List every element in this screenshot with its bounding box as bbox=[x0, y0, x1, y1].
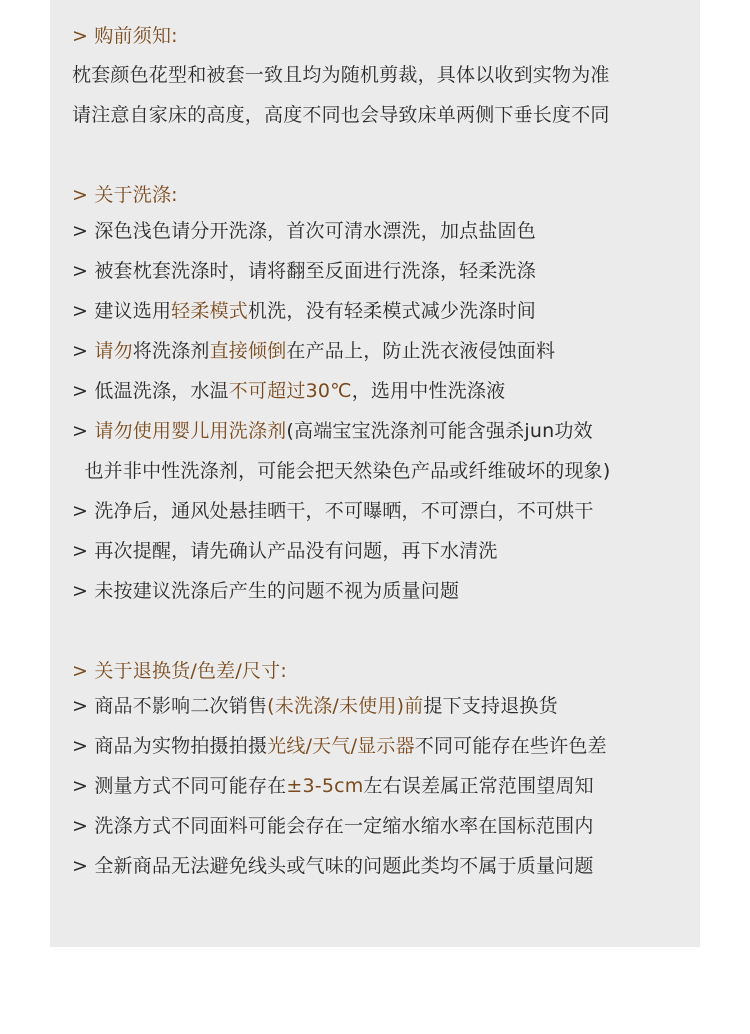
highlight-text: (未洗涤/未使用)前 bbox=[267, 695, 424, 717]
highlight-text: 直接倾倒 bbox=[209, 340, 287, 362]
washing-guide-line bbox=[72, 418, 593, 444]
line-text: 在产品上，防止洗衣液侵蚀面料 bbox=[286, 340, 556, 362]
line-text: 提下支持退换货 bbox=[423, 695, 558, 717]
line-text: 机洗，没有轻柔模式减少洗涤时间 bbox=[247, 300, 536, 322]
return-policy-line bbox=[72, 853, 594, 879]
line-text: 左右误差属正常范围望周知 bbox=[363, 775, 594, 797]
line-text: 将洗涤剂 bbox=[132, 340, 210, 362]
washing-guide-line bbox=[72, 338, 555, 364]
line-text: > bbox=[72, 420, 95, 442]
purchase-notice-line bbox=[72, 102, 610, 128]
washing-guide-line bbox=[72, 378, 505, 404]
return-policy-line bbox=[72, 773, 594, 799]
washing-guide-heading: > 关于洗涤: bbox=[72, 184, 178, 206]
washing-guide-line bbox=[72, 258, 536, 284]
line-text: > 被套枕套洗涤时，请将翻至反面进行洗涤，轻柔洗涤 bbox=[72, 260, 536, 282]
line-text: > 洗净后，通风处悬挂晒干，不可曝晒，不可漂白，不可烘干 bbox=[72, 500, 594, 522]
washing-guide-line bbox=[72, 218, 536, 244]
return-policy-heading: > 关于退换货/色差/尺寸: bbox=[72, 660, 287, 682]
highlight-text: 不可超过30℃ bbox=[228, 380, 352, 402]
purchase-notice-heading: > 购前须知: bbox=[72, 25, 178, 47]
line-text: > 商品为实物拍摄拍摄 bbox=[72, 735, 268, 757]
line-text: > 全新商品无法避免线头或气味的问题此类均不属于质量问题 bbox=[72, 855, 594, 877]
highlight-text: ±3-5cm bbox=[286, 775, 364, 797]
highlight-text: 请勿 bbox=[94, 340, 133, 362]
washing-guide-line bbox=[72, 578, 459, 604]
washing-guide-line bbox=[72, 298, 536, 324]
washing-guide-line bbox=[72, 538, 498, 564]
line-text: > 建议选用 bbox=[72, 300, 172, 322]
line-text: > 深色浅色请分开洗涤，首次可清水漂洗，加点盐固色 bbox=[72, 220, 536, 242]
washing-guide-line bbox=[72, 498, 594, 524]
line-text: 不同可能存在些许色差 bbox=[414, 735, 607, 757]
line-text: 请注意自家床的高度，高度不同也会导致床单两侧下垂长度不同 bbox=[72, 104, 610, 126]
line-text: 也并非中性洗涤剂，可能会把天然染色产品或纤维破坏的现象) bbox=[72, 460, 611, 482]
line-text: > 低温洗涤，水温 bbox=[72, 380, 229, 402]
purchase-notice-line bbox=[72, 62, 610, 88]
line-text: > 再次提醒，请先确认产品没有问题，再下水清洗 bbox=[72, 540, 498, 562]
notice-panel bbox=[50, 0, 700, 947]
line-text: > 未按建议洗涤后产生的问题不视为质量问题 bbox=[72, 580, 460, 602]
line-text: 枕套颜色花型和被套一致且均为随机剪裁，具体以收到实物为准 bbox=[72, 64, 610, 86]
line-text: > bbox=[72, 340, 95, 362]
return-policy-line bbox=[72, 693, 558, 719]
line-text: (高端宝宝洗涤剂可能含强杀jun功效 bbox=[286, 420, 593, 442]
return-policy-line bbox=[72, 733, 607, 759]
highlight-text: 光线/天气/显示器 bbox=[267, 735, 415, 757]
line-text: > 商品不影响二次销售 bbox=[72, 695, 268, 717]
line-text: > 洗涤方式不同面料可能会存在一定缩水缩水率在国标范围内 bbox=[72, 815, 594, 837]
line-text: ，选用中性洗涤液 bbox=[351, 380, 506, 402]
washing-guide-line bbox=[72, 458, 611, 484]
highlight-text: 请勿使用婴儿用洗涤剂 bbox=[94, 420, 287, 442]
highlight-text: 轻柔模式 bbox=[171, 300, 248, 322]
line-text: > 测量方式不同可能存在 bbox=[72, 775, 287, 797]
return-policy-line bbox=[72, 813, 594, 839]
